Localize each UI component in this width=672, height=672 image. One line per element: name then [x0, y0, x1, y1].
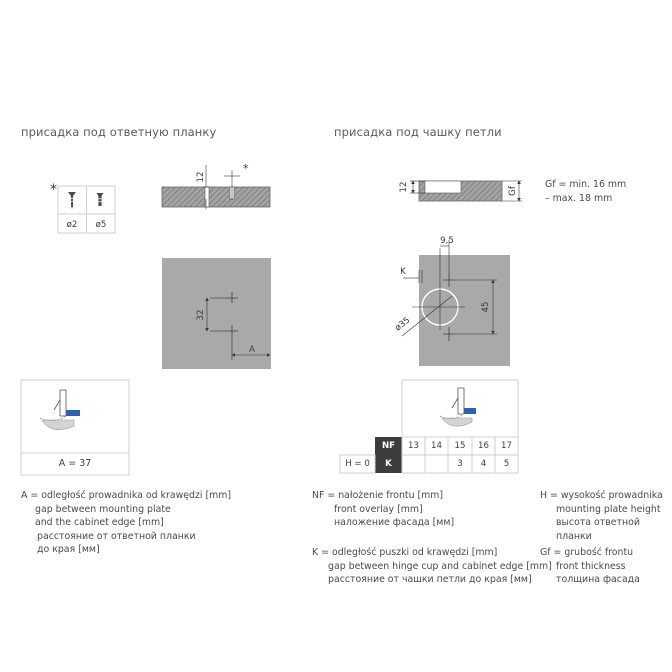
nf-value-13: 13 — [408, 441, 419, 451]
note-a-line-3: and the cabinet edge [mm] — [35, 517, 164, 528]
note-nf — [312, 489, 454, 530]
note-h-line-3: высота ответной — [556, 517, 640, 528]
note-h-line-2: mounting plate height — [556, 503, 661, 515]
note-k-line-1: K = odległość puszki od krawędzi [mm] — [312, 547, 498, 558]
dim-12-right: 12 — [399, 181, 409, 193]
note-nf-line-2: front overlay [mm] — [334, 503, 423, 515]
note-gf-line-2: front thickness — [556, 560, 626, 572]
hinge-illustration-left — [40, 390, 80, 430]
gf-note-line-2: – max. 18 mm — [545, 192, 613, 204]
screw-label-5: ø5 — [95, 220, 107, 230]
a-value: A = 37 — [58, 458, 92, 469]
note-a-line-5: до края [мм] — [37, 544, 100, 555]
dim-35: ø35 — [393, 315, 413, 334]
h-row-label: H = 0 — [345, 459, 370, 469]
screw-table — [50, 182, 115, 233]
note-k — [312, 546, 552, 587]
k-value-4: 4 — [480, 459, 487, 469]
nf-value-15: 15 — [454, 441, 466, 451]
gf-note — [545, 178, 626, 205]
note-k-line-3: расстояние от чашки петли до края [мм] — [328, 574, 532, 585]
note-a-line-2: gap between mounting plate — [35, 503, 171, 515]
note-a-line-4: расстояние от ответной планки — [37, 530, 196, 542]
gf-note-line-1: Gf = min. 16 mm — [545, 179, 627, 190]
note-h-line-4: планки — [556, 530, 592, 542]
note-nf-line-1: NF = nałożenie frontu [mm] — [312, 490, 444, 501]
note-a-line-1: A = odległość prowadnika od krawędzi [mm] — [21, 490, 232, 501]
mounting-plate-section — [162, 162, 270, 209]
dim-32: 32 — [196, 309, 206, 321]
nf-value-16: 16 — [478, 441, 489, 451]
note-nf-line-3: наложение фасада [мм] — [334, 517, 455, 528]
nf-value-17: 17 — [501, 441, 512, 451]
heading-hinge-cup-drilling: присадка под чашку петли — [334, 125, 502, 139]
note-a — [21, 489, 231, 557]
hinge-cup-board — [393, 236, 510, 366]
dim-9-5: 9,5 — [440, 236, 454, 246]
euro-screw-icon — [97, 193, 104, 206]
wood-screw-icon — [68, 192, 76, 209]
k-value-5: 5 — [503, 459, 510, 469]
screw-table-asterisk: * — [50, 182, 57, 198]
dim-a: A — [249, 345, 255, 355]
mounting-plate-board — [162, 258, 271, 369]
nf-value-14: 14 — [431, 441, 442, 451]
heading-mounting-plate-drilling: присадка под ответную планку — [21, 125, 217, 139]
nf-header-label: NF — [381, 441, 396, 451]
hinge-cup-section — [399, 181, 522, 201]
note-k-line-2: gap between hinge cup and cabinet edge [mm] — [328, 560, 552, 572]
note-gf-line-3: толщина фасада — [556, 574, 640, 585]
hinge-illustration-right — [440, 388, 476, 426]
dim-star-left: * — [243, 162, 249, 175]
note-gf-line-1: Gf = grubość frontu — [540, 547, 634, 558]
note-h — [540, 489, 663, 543]
k-row-label: K — [385, 459, 392, 469]
screw-label-2: ø2 — [66, 220, 78, 230]
note-h-line-1: H = wysokość prowadnika — [540, 490, 663, 501]
k-value-3: 3 — [457, 459, 463, 469]
dim-12-left: 12 — [196, 171, 206, 183]
dim-45: 45 — [481, 301, 491, 313]
note-gf — [540, 546, 640, 587]
dim-gf: Gf — [508, 186, 518, 196]
dim-k: K — [400, 267, 406, 277]
